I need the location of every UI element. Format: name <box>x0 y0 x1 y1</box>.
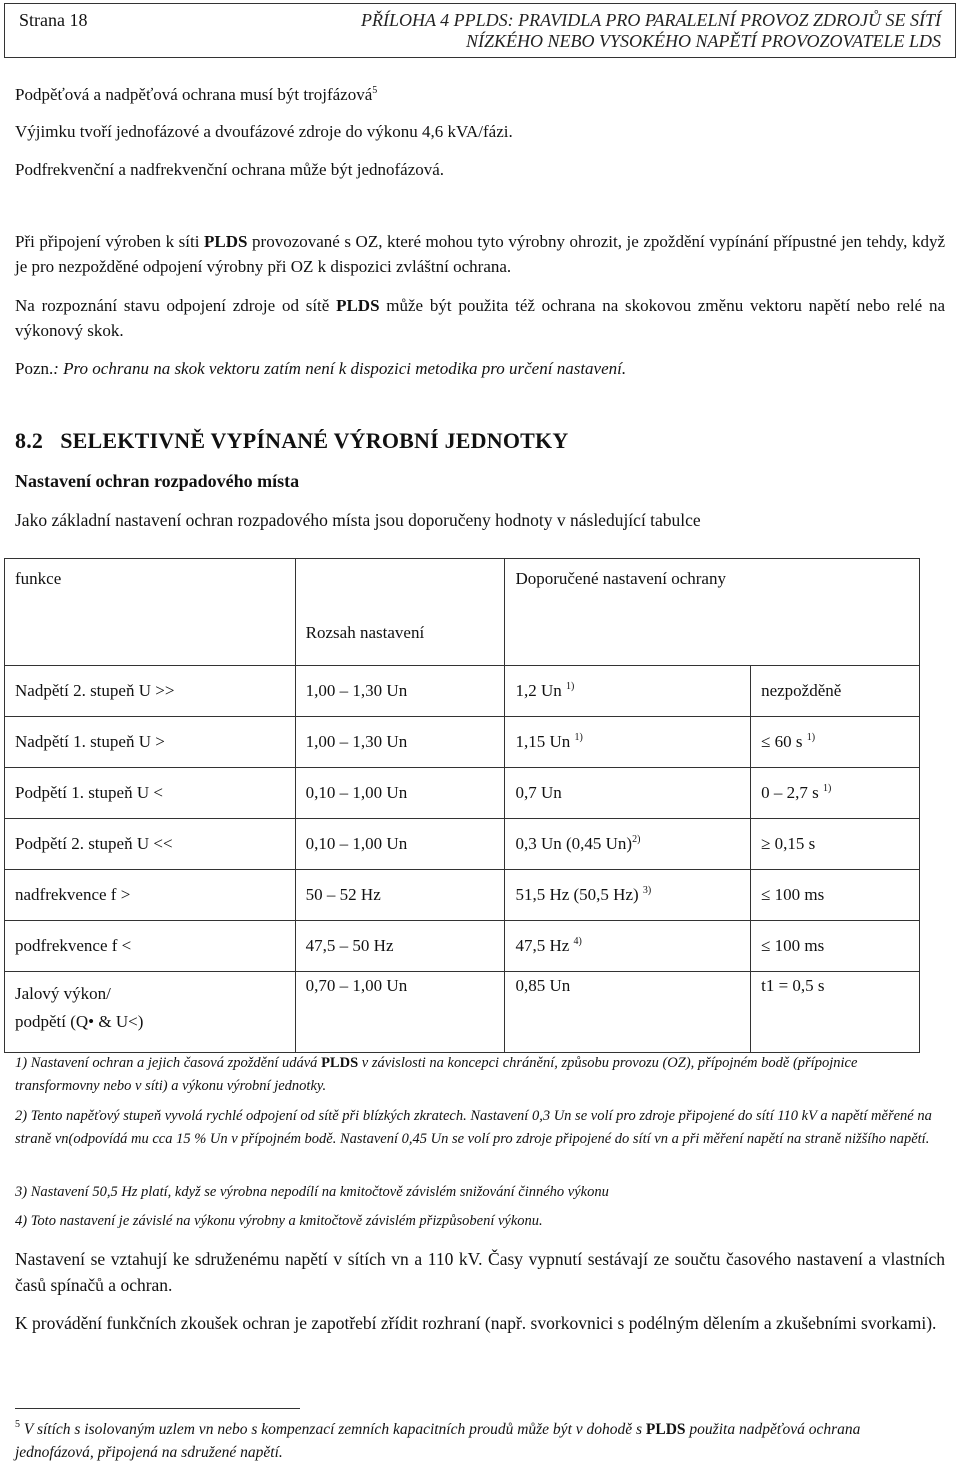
cell-hodnota <box>505 768 751 819</box>
section-subtitle: Nastavení ochran rozpadového místa <box>15 471 300 491</box>
cell-cas <box>751 870 920 921</box>
page-footnote-bold: PLDS <box>645 1421 686 1438</box>
para2-text-a: Na rozpoznání stavu odpojení zdroje od sítě <box>15 296 337 315</box>
cell-cas <box>751 768 920 819</box>
page-footnote-text-b: použita nadpěťová ochrana jednofázová, připojená na sdružené napětí. <box>15 1421 861 1461</box>
note <box>15 356 945 381</box>
intro-line1-text: Podpěťová a nadpěťová ochrana musí být trojfázová <box>15 85 373 104</box>
table-row <box>5 666 920 717</box>
cell-funkce: podfrekvence f < <box>5 921 296 972</box>
cell-hodnota-text: 0,3 Un (0,45 Un) <box>515 834 633 853</box>
cell-cas-text: ≤ 100 ms <box>761 936 825 955</box>
intro-line3: Podfrekvenční a nadfrekvenční ochrana může být jednofázová. <box>15 160 445 179</box>
paragraph-voltages: Nastavení se vztahují ke sdruženému napětí v sítích vn a 110 kV. Časy vypnutí sestávají ze součtu časového nastavení a vlastních časů spínačů a ochran. <box>15 1249 945 1295</box>
table-note-4: 4) Toto nastavení je závislé na výkonu výrobny a kmitočtově závislém přizpůsobení výkonu. <box>15 1213 543 1229</box>
para1-bold: PLDS <box>204 232 248 251</box>
cell-rozsah: 50 – 52 Hz <box>295 870 505 921</box>
section-lead: Jako základní nastavení ochran rozpadového místa jsou doporučeny hodnoty v následující tabulce <box>15 510 701 530</box>
cell-cas-text: ≤ 100 ms <box>761 885 825 904</box>
page-footnote-text-a: V sítích s isolovaným uzlem vn nebo s kompenzací zemních kapacitních proudů může být v dohodě s <box>20 1421 646 1438</box>
page-footnote-number: 5 <box>15 1419 20 1430</box>
paragraph-tests: K provádění funkčních zkoušek ochran je zapotřebí zřídit rozhraní (např. svorkovnici s podélným dělením a zkušebními svorkami). <box>15 1313 937 1333</box>
header-title <box>361 10 941 52</box>
cell-funkce: Nadpětí 1. stupeň U > <box>5 717 296 768</box>
cell-rozsah: 47,5 – 50 Hz <box>295 921 505 972</box>
cell-hodnota <box>505 666 751 717</box>
cell-hodnota-text: 47,5 Hz <box>515 936 570 955</box>
cell-rozsah: 1,00 – 1,30 Un <box>295 666 505 717</box>
cell-rozsah: 0,10 – 1,00 Un <box>295 768 505 819</box>
table-row-last <box>5 972 920 1053</box>
table-note-3: 3) Nastavení 50,5 Hz platí, když se výrobna nepodílí na kmitočtově závislém snižování činného výkonu <box>15 1184 609 1200</box>
header-doporucene: Doporučené nastavení ochrany <box>505 559 920 666</box>
table-row <box>5 819 920 870</box>
paragraph-detection <box>15 293 945 343</box>
cell-hodnota <box>505 921 751 972</box>
table-header-row <box>5 559 920 666</box>
cell-hodnota-sup: 2) <box>632 834 641 845</box>
cell-funkce-line2: podpětí (Q• & U<) <box>15 1012 144 1031</box>
cell-hodnota: 0,85 Un <box>505 972 751 1053</box>
intro-line2: Výjimku tvoří jednofázové a dvoufázové zdroje do výkonu 4,6 kVA/fázi. <box>15 122 513 141</box>
cell-cas-text: ≤ 60 s <box>761 732 803 751</box>
cell-hodnota-sup: 3) <box>642 885 652 896</box>
table-note-2: 2) Tento napěťový stupeň vyvolá rychlé odpojení od sítě při blízkých zkratech. Nastavení 0,3 Un se volí pro zdroje připojené do sítí 110 kV a napětí měřené na straně vn(odpovídá mu cca 15 % Un v přípojném bodě. Nastavení 0,45 Un se volí pro zdroje připojené do sítí vn a při měření napětí na straně nižšího napětí. <box>15 1108 932 1147</box>
page-header <box>4 3 956 58</box>
page-number: Strana 18 <box>19 10 88 30</box>
cell-hodnota-text: 1,15 Un <box>515 732 571 751</box>
para1-text-a: Při připojení výroben k síti <box>15 232 204 251</box>
cell-cas <box>751 819 920 870</box>
cell-hodnota <box>505 819 751 870</box>
cell-cas-text: 0 – 2,7 s <box>761 783 819 802</box>
cell-rozsah: 0,70 – 1,00 Un <box>295 972 505 1053</box>
note1-bold: PLDS <box>321 1055 359 1071</box>
cell-rozsah: 0,10 – 1,00 Un <box>295 819 505 870</box>
note-label: Pozn. <box>15 359 54 378</box>
header-title-line1: PŘÍLOHA 4 PPLDS: PRAVIDLA PRO PARALELNÍ PROVOZ ZDROJŮ SE SÍTÍ <box>360 10 941 30</box>
protection-settings-table <box>4 558 920 1053</box>
note-text: : Pro ochranu na skok vektoru zatím není k dispozici metodika pro určení nastavení. <box>53 359 627 378</box>
intro-line1 <box>15 82 945 107</box>
para2-text-b: může být použita též ochrana na skokovou změnu vektoru napětí nebo relé na výkonový skok. <box>15 296 945 340</box>
cell-funkce: Nadpětí 2. stupeň U >> <box>5 666 296 717</box>
cell-cas <box>751 717 920 768</box>
cell-hodnota <box>505 717 751 768</box>
cell-funkce: Podpětí 2. stupeň U << <box>5 819 296 870</box>
header-title-line2: NÍZKÉHO NEBO VYSOKÉHO NAPĚTÍ PROVOZOVATELE LDS <box>466 31 941 51</box>
cell-funkce-line1: Jalový výkon/ <box>15 984 111 1003</box>
footnote-divider <box>15 1408 300 1409</box>
note1-text-a: 1) Nastavení ochran a jejich časová zpoždění udává <box>15 1055 322 1071</box>
cell-cas-sup: 1) <box>806 732 816 743</box>
cell-hodnota-text: 1,2 Un <box>515 681 562 700</box>
cell-cas-text: ≥ 0,15 s <box>761 834 816 853</box>
cell-rozsah: 1,00 – 1,30 Un <box>295 717 505 768</box>
cell-cas-text: nezpožděně <box>761 681 842 700</box>
cell-hodnota-text: 51,5 Hz (50,5 Hz) <box>515 885 639 904</box>
cell-cas <box>751 666 920 717</box>
table-note-1 <box>15 1052 940 1098</box>
table-row <box>5 921 920 972</box>
table-row <box>5 870 920 921</box>
table-row <box>5 768 920 819</box>
cell-funkce <box>5 972 296 1053</box>
cell-hodnota-sup: 1) <box>565 681 575 692</box>
cell-cas <box>751 921 920 972</box>
para2-bold: PLDS <box>336 296 380 315</box>
header-rozsah: Rozsah nastavení <box>295 559 505 666</box>
para1-text-b: provozované s OZ, které mohou tyto výrobny ohrozit, je zpoždění vypínání přípustné jen tehdy, když je pro nezpožděné odpojení výrobny při OZ k dispozici zvláštní ochrana. <box>15 232 945 276</box>
note1-text-b: v závislosti na koncepci chránění, způsobu provozu (OZ), přípojném bodě (přípojnice transformovny nebo v síti) a výkonu výrobní jednotky. <box>15 1055 858 1094</box>
paragraph-ok-delay <box>15 229 945 279</box>
cell-hodnota-sup: 1) <box>574 732 583 743</box>
page-footnote-5 <box>15 1418 940 1464</box>
cell-hodnota-text: 0,7 Un <box>515 783 562 802</box>
cell-cas: t1 = 0,5 s <box>751 972 920 1053</box>
section-title: 8.2 SELEKTIVNĚ VYPÍNANÉ VÝROBNÍ JEDNOTKY <box>15 428 569 453</box>
cell-hodnota <box>505 870 751 921</box>
table-row <box>5 717 920 768</box>
cell-cas-sup: 1) <box>822 783 832 794</box>
cell-funkce: nadfrekvence f > <box>5 870 296 921</box>
footnote-ref-5[interactable]: 5 <box>372 85 378 96</box>
header-funkce: funkce <box>5 559 296 666</box>
cell-funkce: Podpětí 1. stupeň U < <box>5 768 296 819</box>
cell-hodnota-sup: 4) <box>573 936 582 947</box>
